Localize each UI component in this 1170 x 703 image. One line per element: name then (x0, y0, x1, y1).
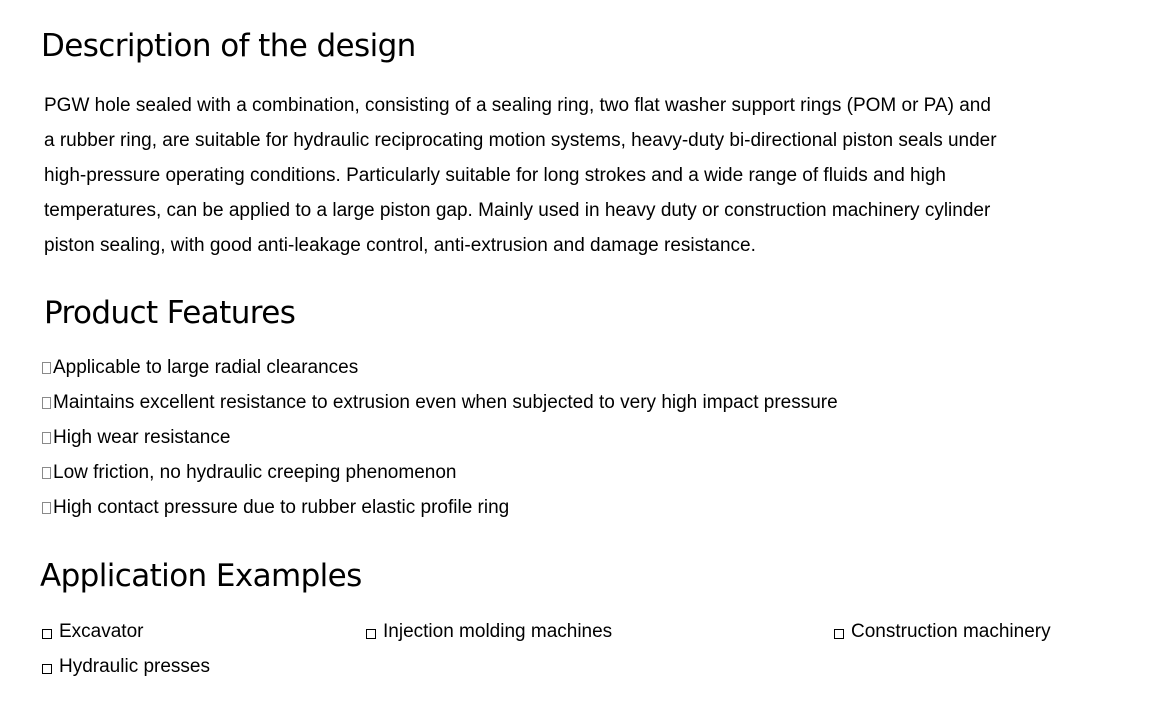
square-bullet-icon (834, 629, 844, 639)
description-heading: Description of the design (41, 28, 416, 64)
missing-glyph-box-icon (42, 362, 51, 374)
feature-text: High wear resistance (53, 426, 231, 448)
feature-item (42, 350, 838, 385)
applications-heading: Application Examples (40, 558, 362, 594)
application-item (42, 649, 210, 684)
feature-item (42, 490, 838, 525)
description-line: temperatures, can be applied to a large piston gap. Mainly used in heavy duty or construction machinery cylinder (44, 200, 991, 221)
missing-glyph-box-icon (42, 432, 51, 444)
description-paragraph (44, 88, 1054, 263)
feature-item (42, 385, 838, 420)
square-bullet-icon (42, 629, 52, 639)
missing-glyph-box-icon (42, 397, 51, 409)
feature-text: Applicable to large radial clearances (53, 356, 359, 378)
missing-glyph-box-icon (42, 502, 51, 514)
application-text: Hydraulic presses (59, 655, 210, 677)
feature-text: Maintains excellent resistance to extrusion even when subjected to very high impact pressure (53, 391, 838, 413)
application-text: Injection molding machines (383, 620, 613, 642)
application-item (366, 614, 612, 649)
application-text: Construction machinery (851, 620, 1051, 642)
feature-text: Low friction, no hydraulic creeping phenomenon (53, 461, 457, 483)
description-line: high-pressure operating conditions. Particularly suitable for long strokes and a wide range of fluids and high (44, 165, 946, 186)
feature-item (42, 455, 838, 490)
description-line: piston sealing, with good anti-leakage control, anti-extrusion and damage resistance. (44, 235, 756, 256)
description-line: PGW hole sealed with a combination, consisting of a sealing ring, two flat washer support rings (POM or PA) and (44, 95, 991, 116)
square-bullet-icon (42, 664, 52, 674)
feature-item (42, 420, 838, 455)
features-heading: Product Features (44, 295, 296, 331)
feature-text: High contact pressure due to rubber elastic profile ring (53, 496, 510, 518)
application-text: Excavator (59, 620, 144, 642)
application-item (834, 614, 1051, 649)
applications-list (0, 614, 1170, 694)
features-list (42, 350, 838, 525)
application-item (42, 614, 143, 649)
missing-glyph-box-icon (42, 467, 51, 479)
description-line: a rubber ring, are suitable for hydraulic reciprocating motion systems, heavy-duty bi-directional piston seals under (44, 130, 997, 151)
square-bullet-icon (366, 629, 376, 639)
